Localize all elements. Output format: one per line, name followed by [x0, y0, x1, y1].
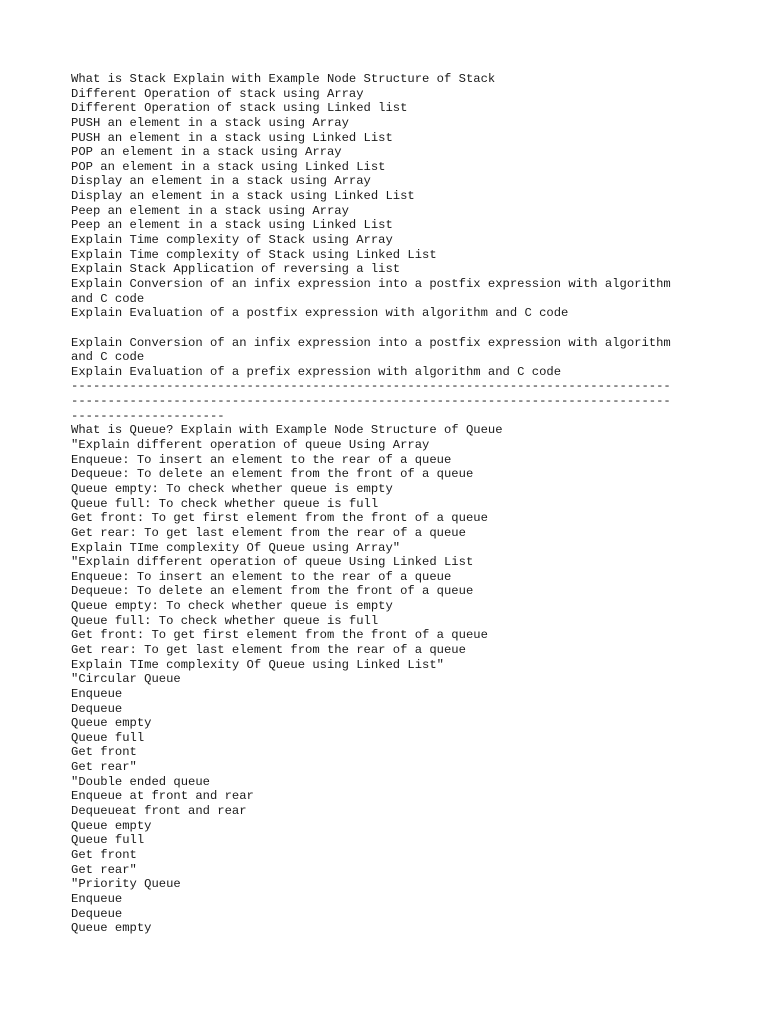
text-line: Dequeue: To delete an element from the front of a queue	[71, 467, 474, 482]
text-line: ---------------------	[71, 408, 225, 423]
text-line: Queue full	[71, 833, 145, 848]
text-line: Dequeue: To delete an element from the front of a queue	[71, 584, 474, 599]
text-line: Peep an element in a stack using Linked List	[71, 218, 393, 233]
text-line: Get rear: To get last element from the rear of a queue	[71, 525, 466, 540]
text-line: ----------------------------------------------------------------------------------	[71, 379, 671, 394]
text-line: ----------------------------------------------------------------------------------	[71, 394, 671, 409]
text-line: Queue empty: To check whether queue is empty	[71, 599, 393, 614]
text-line: Queue full	[71, 730, 145, 745]
text-line: Dequeue	[71, 906, 123, 921]
text-line: Get rear: To get last element from the rear of a queue	[71, 642, 466, 657]
text-line: What is Stack Explain with Example Node Structure of Stack	[71, 72, 496, 86]
text-line	[71, 321, 711, 336]
text-line: Different Operation of stack using Array	[71, 86, 364, 101]
text-line: "Double ended queue	[71, 774, 210, 789]
text-line: Explain TIme complexity Of Queue using Linked List"	[71, 657, 444, 672]
text-line: and C code	[71, 350, 145, 365]
text-line: Enqueue: To insert an element to the rear of a queue	[71, 569, 452, 584]
text-line: Explain Time complexity of Stack using Linked List	[71, 247, 437, 262]
text-line: "Explain different operation of queue Using Linked List	[71, 555, 474, 570]
text-line: Display an element in a stack using Linked List	[71, 189, 415, 204]
text-line: Explain Time complexity of Stack using Array	[71, 233, 393, 248]
text-line: Enqueue: To insert an element to the rear of a queue	[71, 452, 452, 467]
text-line: and C code	[71, 291, 145, 306]
text-line: Queue full: To check whether queue is full	[71, 496, 379, 511]
text-line: Explain TIme complexity Of Queue using Array"	[71, 540, 401, 555]
text-line: PUSH an element in a stack using Linked List	[71, 130, 393, 145]
text-line: Explain Conversion of an infix expression into a postfix expression with algorithm	[71, 276, 671, 291]
text-line: Explain Evaluation of a postfix expression with algorithm and C code	[71, 306, 569, 321]
text-line: POP an element in a stack using Array	[71, 145, 342, 160]
text-line: Queue empty: To check whether queue is empty	[71, 481, 393, 496]
text-line: Enqueue	[71, 686, 123, 701]
text-line: Explain Stack Application of reversing a list	[71, 262, 401, 277]
text-line: Get front: To get first element from the front of a queue	[71, 628, 488, 643]
text-line: Queue empty	[71, 716, 152, 731]
text-line: Peep an element in a stack using Array	[71, 203, 349, 218]
document-body	[71, 72, 711, 936]
text-line: Queue full: To check whether queue is full	[71, 613, 379, 628]
text-line: Queue empty	[71, 921, 152, 936]
text-line: Enqueue at front and rear	[71, 789, 254, 804]
text-line: Different Operation of stack using Linked list	[71, 101, 408, 116]
text-line: Get rear"	[71, 862, 137, 877]
text-line: Get rear"	[71, 760, 137, 775]
text-line: PUSH an element in a stack using Array	[71, 115, 349, 130]
text-line: Get front: To get first element from the front of a queue	[71, 511, 488, 526]
text-line: Get front	[71, 745, 137, 760]
text-line: Dequeue	[71, 701, 123, 716]
text-line: "Circular Queue	[71, 672, 181, 687]
text-line: Get front	[71, 847, 137, 862]
text-line: "Explain different operation of queue Using Array	[71, 438, 430, 453]
text-line: Explain Conversion of an infix expression into a postfix expression with algorithm	[71, 335, 671, 350]
text-line: POP an element in a stack using Linked List	[71, 159, 386, 174]
text-line: Queue empty	[71, 818, 152, 833]
text-line: What is Queue? Explain with Example Node Structure of Queue	[71, 423, 503, 438]
text-line: Display an element in a stack using Array	[71, 174, 371, 189]
text-line: Explain Evaluation of a prefix expression with algorithm and C code	[71, 364, 562, 379]
text-line: "Priority Queue	[71, 877, 181, 892]
text-line: Enqueue	[71, 891, 123, 906]
text-line: Dequeueat front and rear	[71, 804, 247, 819]
